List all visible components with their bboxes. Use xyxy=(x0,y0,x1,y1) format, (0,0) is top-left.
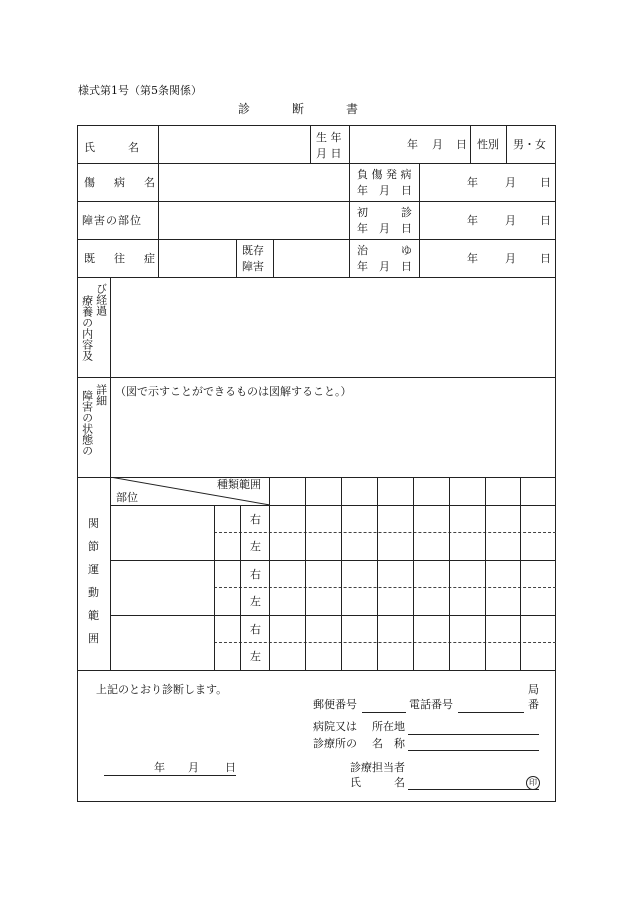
birth-label-line1: 生 年 xyxy=(316,131,342,144)
treatment-label-col1: 療養の内容及 xyxy=(80,295,94,361)
first-visit-label-line1: 初 診 xyxy=(357,206,412,219)
disability-detail-label-col2: 詳細 xyxy=(94,384,108,406)
joint-row2-left-label: 左 xyxy=(250,595,261,608)
existing-disability-label-line2: 障害 xyxy=(242,260,264,273)
joint-header-part: 部位 xyxy=(116,491,138,504)
healed-label-line2: 年 月 日 xyxy=(357,260,412,273)
injury-date-label-line2: 年 月 日 xyxy=(357,184,412,197)
doctor-name-field[interactable] xyxy=(408,789,539,790)
first-visit-label-line2: 年 月 日 xyxy=(357,222,412,235)
doctor-label: 診療担当者 xyxy=(350,761,405,774)
injury-month-unit: 月 xyxy=(505,176,516,189)
first-visit-year-unit: 年 xyxy=(467,214,478,227)
phone-number-label: 電話番号 xyxy=(409,698,453,711)
phone-number-field[interactable] xyxy=(458,712,524,713)
location-label: 所在地 xyxy=(372,720,405,733)
diagnosis-year-unit: 年 xyxy=(154,761,165,774)
birth-label-line2: 月 日 xyxy=(316,147,342,160)
joint-row3-left-label: 左 xyxy=(250,650,261,663)
hospital-name-field[interactable] xyxy=(408,750,539,751)
disability-detail-label-col1: 障害の状態の xyxy=(80,390,94,456)
injury-date-label-line1: 負 傷 発 病 xyxy=(357,168,412,181)
birth-month-unit: 月 xyxy=(432,138,443,151)
injury-name-label: 傷 病 名 xyxy=(84,176,159,189)
joint-row2-right-label: 右 xyxy=(250,568,261,581)
disability-detail-note: （図で示すことができるものは図解すること。） xyxy=(115,385,352,398)
joint-row3-right-label: 右 xyxy=(250,623,261,636)
existing-disability-field[interactable] xyxy=(274,240,348,276)
first-visit-month-unit: 月 xyxy=(505,214,516,227)
existing-disability-label-line1: 既存 xyxy=(242,244,264,257)
injury-name-field[interactable] xyxy=(159,164,348,200)
diagnosis-statement: 上記のとおり診断します。 xyxy=(96,683,228,696)
hospital-label-line1: 病院又は xyxy=(313,720,357,733)
joint-range-label: 関節運動範囲 xyxy=(88,517,99,645)
healed-day-unit: 日 xyxy=(540,252,551,265)
injury-day-unit: 日 xyxy=(540,176,551,189)
healed-month-unit: 月 xyxy=(505,252,516,265)
hospital-label-line2: 診療所の xyxy=(313,737,357,750)
first-visit-day-unit: 日 xyxy=(540,214,551,227)
disability-part-field[interactable] xyxy=(159,202,348,238)
medical-history-field[interactable] xyxy=(159,240,235,276)
kyoku-label: 局 xyxy=(528,683,539,696)
hospital-name-label: 名 称 xyxy=(372,737,405,750)
injury-year-unit: 年 xyxy=(467,176,478,189)
birth-day-unit: 日 xyxy=(456,138,467,151)
sex-label: 性別 xyxy=(477,138,499,151)
postal-code-field[interactable] xyxy=(362,712,406,713)
healed-year-unit: 年 xyxy=(467,252,478,265)
document-title: 診 断 書 xyxy=(238,102,365,116)
form-number-label: 様式第1号（第5条関係） xyxy=(78,84,202,97)
joint-header-type-range: 種類範囲 xyxy=(217,478,261,491)
disability-part-label: 障害の部位 xyxy=(82,214,142,227)
disability-detail-field[interactable] xyxy=(111,400,555,476)
postal-code-label: 郵便番号 xyxy=(313,698,357,711)
treatment-label-col2: び経過 xyxy=(94,283,108,316)
seal-mark: 印 xyxy=(526,776,540,790)
diagnosis-day-unit: 日 xyxy=(225,761,236,774)
treatment-field[interactable] xyxy=(111,278,555,376)
name-label: 氏 名 xyxy=(84,141,139,154)
sex-value[interactable]: 男・女 xyxy=(513,138,546,151)
joint-row1-left-label: 左 xyxy=(250,540,261,553)
diagnosis-month-unit: 月 xyxy=(188,761,199,774)
name-field[interactable] xyxy=(159,126,309,162)
location-field[interactable] xyxy=(408,734,539,735)
diagnosis-date-field[interactable] xyxy=(104,760,236,776)
birth-year-unit: 年 xyxy=(407,138,418,151)
doctor-name-label: 氏 名 xyxy=(350,776,405,789)
healed-label-line1: 治 ゆ xyxy=(357,244,412,257)
joint-row1-right-label: 右 xyxy=(250,513,261,526)
medical-history-label: 既 往 症 xyxy=(84,252,159,265)
ban-label: 番 xyxy=(528,698,539,711)
